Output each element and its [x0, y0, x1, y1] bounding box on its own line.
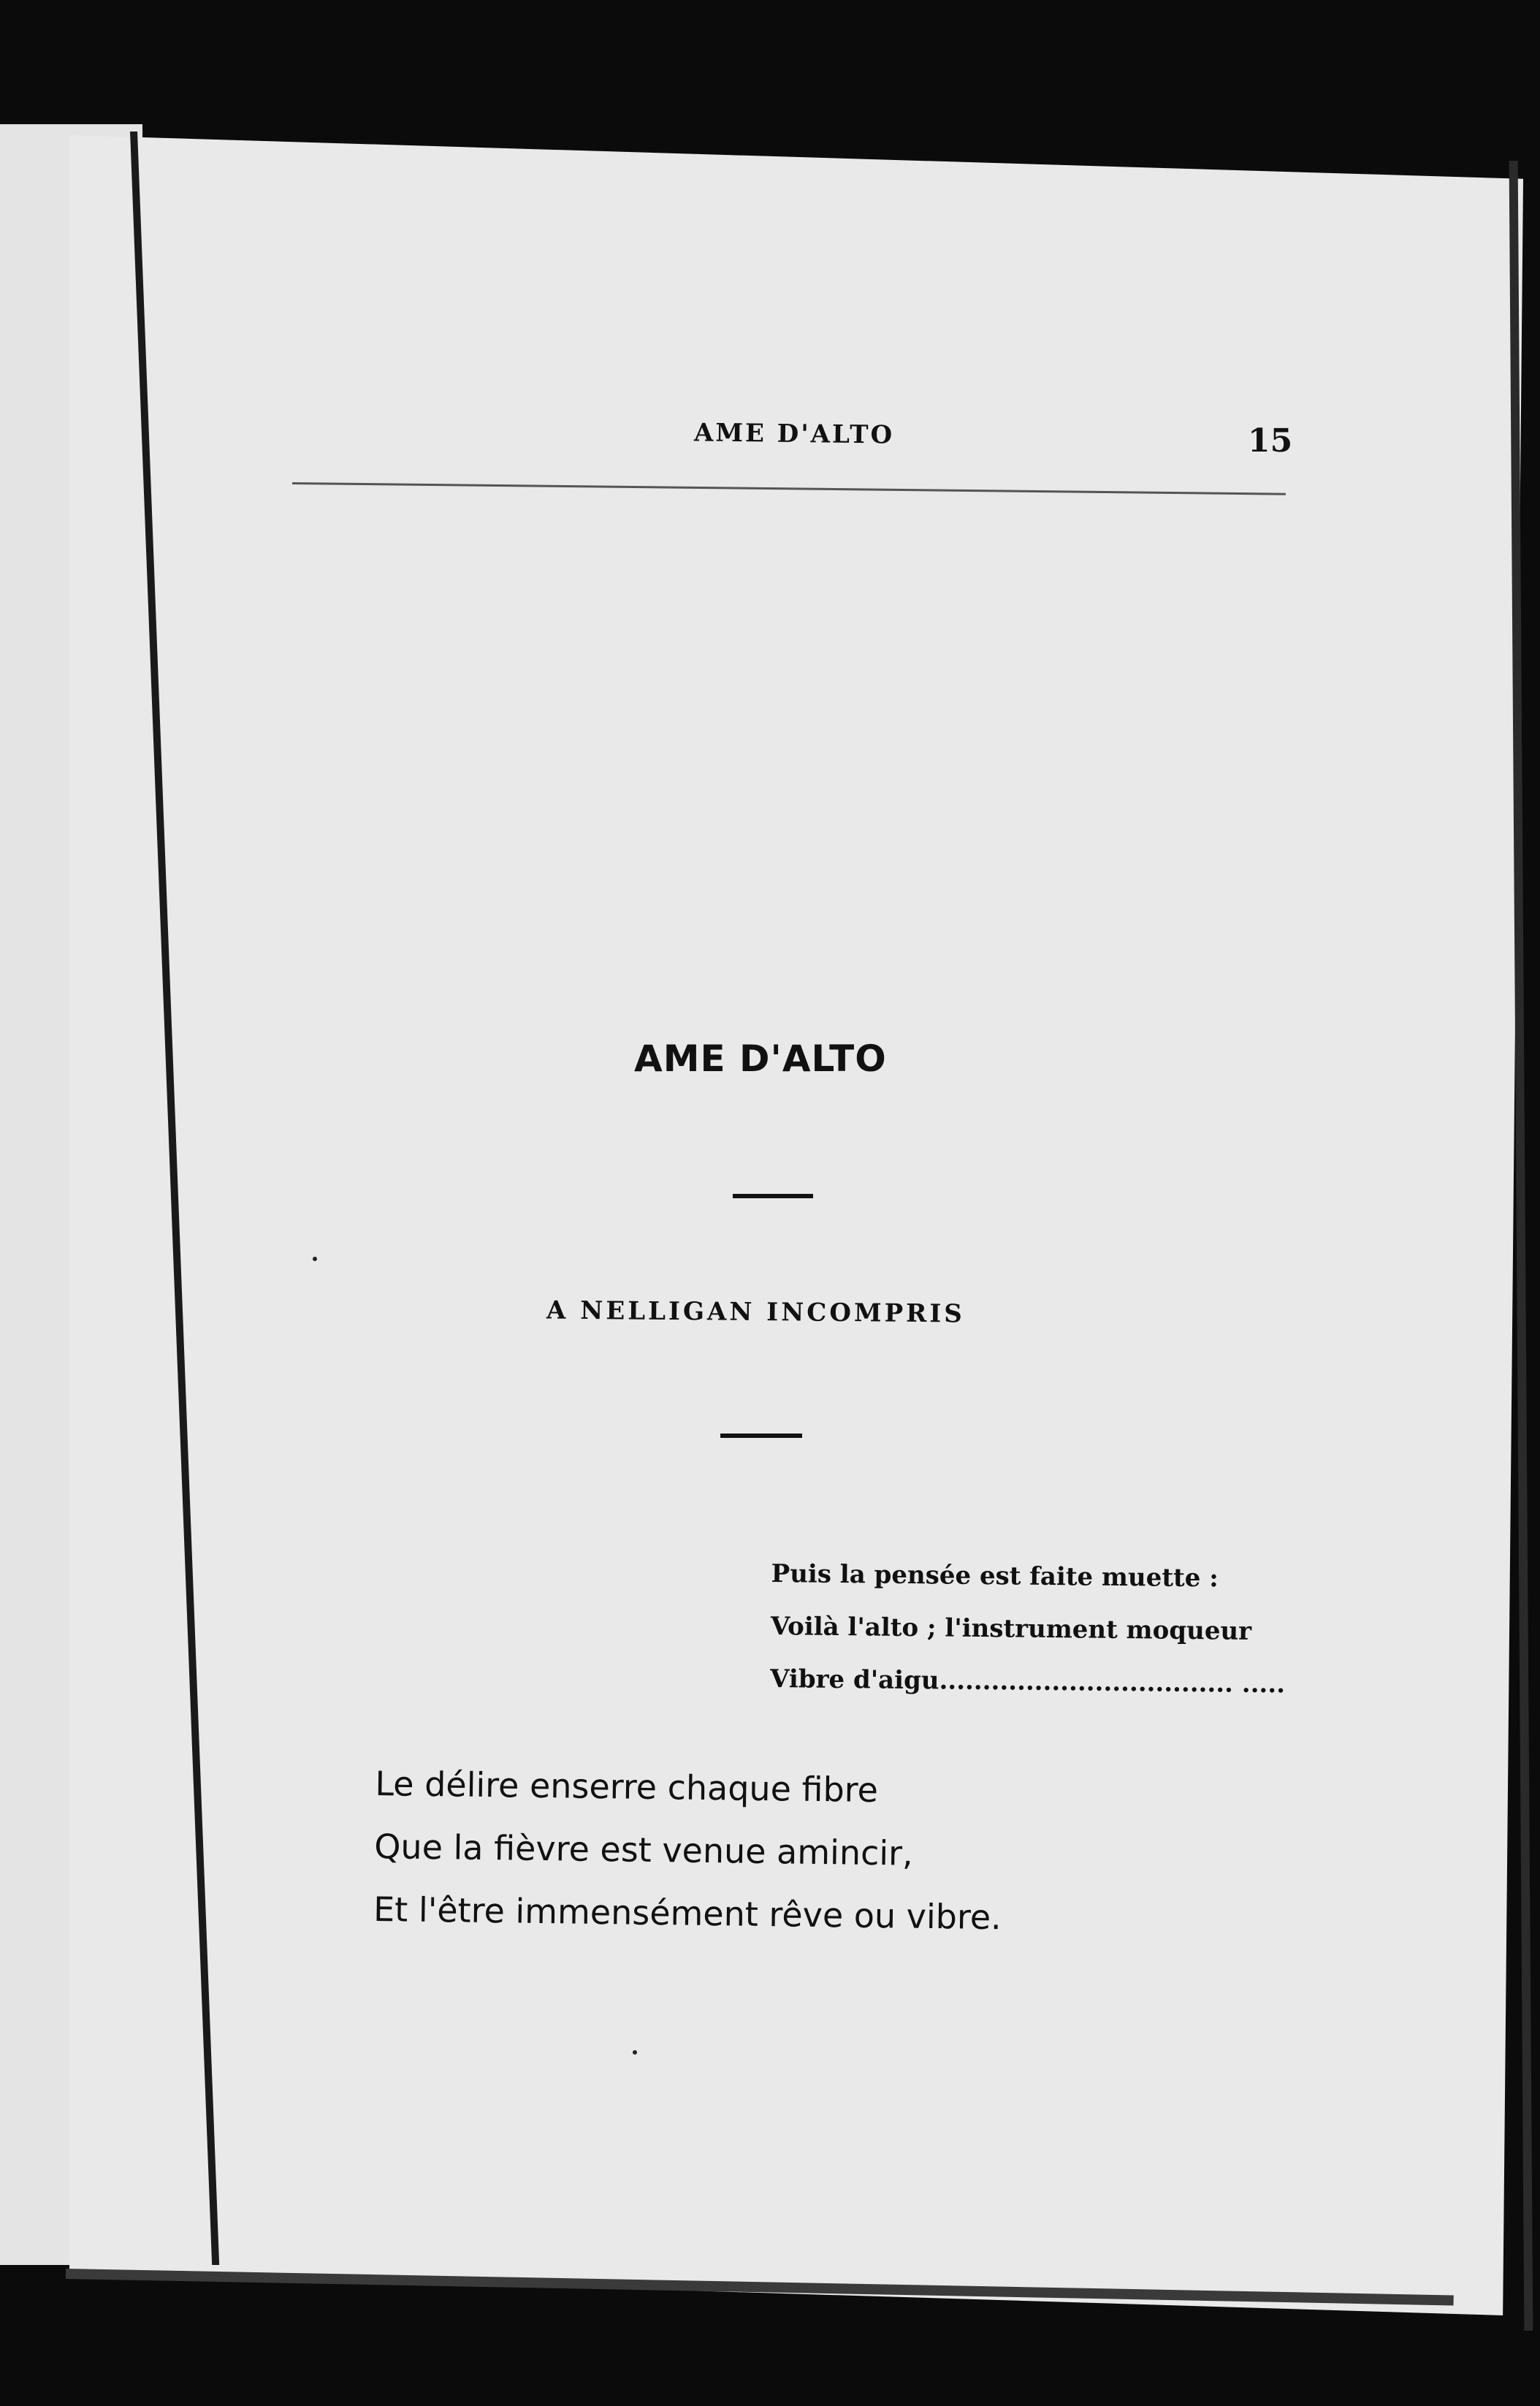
verse-line: Le délire enserre chaque fibre: [375, 1763, 879, 1811]
epigraph: [770, 1547, 1286, 1710]
verse-line: Et l'être immensément rêve ou vibre.: [373, 1889, 1002, 1938]
epigraph-line: Vibre d'aigu.................................. .....: [769, 1664, 1286, 1699]
dedication-separator-dash: [720, 1434, 802, 1438]
title-separator-dash: [733, 1194, 813, 1198]
print-speck: [313, 1257, 317, 1261]
poem-title: AME D'ALTO: [634, 1038, 887, 1080]
print-speck: [633, 2050, 637, 2055]
page-number: 15: [1248, 422, 1293, 460]
verse-line: Que la fièvre est venue amincir,: [373, 1826, 914, 1873]
running-head-title: AME D'ALTO: [693, 418, 895, 450]
epigraph-line: Voilà l'alto ; l'instrument moqueur: [770, 1611, 1252, 1646]
epigraph-line: Puis la pensée est faite muette :: [771, 1558, 1219, 1594]
poem-dedication: A NELLIGAN INCOMPRIS: [546, 1295, 966, 1329]
poem-stanza: [373, 1752, 1004, 1949]
book-page: [69, 135, 1523, 2320]
